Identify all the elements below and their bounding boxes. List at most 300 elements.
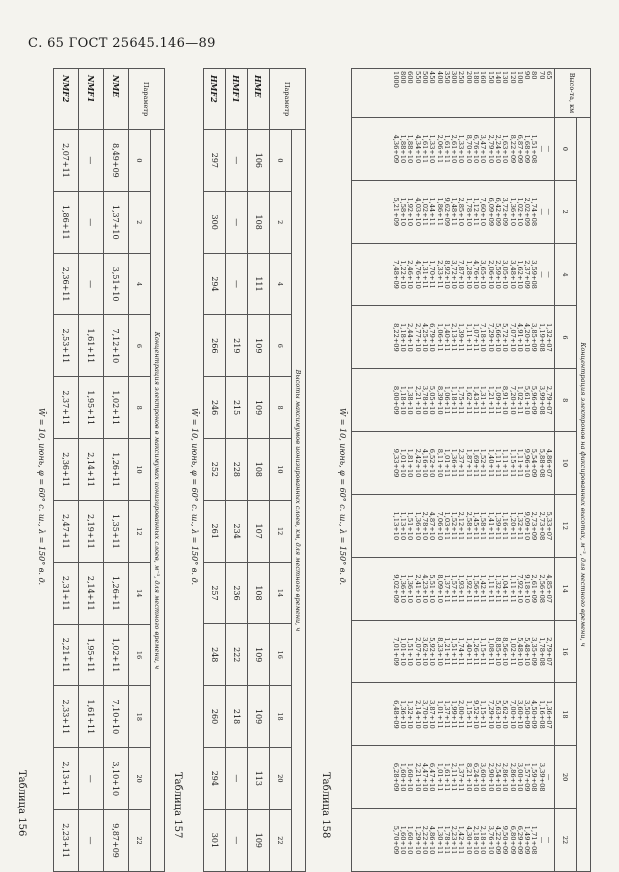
value-cell: 1,11+11 <box>508 574 517 604</box>
value-cell: 1,06+11 <box>442 385 451 415</box>
value-cell: 222 <box>226 624 248 686</box>
value-cell: 6,42+09 <box>493 197 502 227</box>
value-cell: 1,61+11 <box>79 315 104 377</box>
hour-cell: 6 <box>555 306 577 369</box>
value-cell: 1,01+11 <box>442 448 451 478</box>
value-cell: 1,12+11 <box>472 197 481 227</box>
value-cell: 1,38+10 <box>406 385 415 415</box>
value-cell: 1,95+11 <box>79 624 104 686</box>
value-cell: 2,79+07 <box>545 637 553 666</box>
hour-cell: 2 <box>129 191 151 253</box>
value-cell: — <box>537 145 546 153</box>
value-cell: 108 <box>248 191 270 253</box>
value-cell: 4,16+10 <box>420 448 429 478</box>
value-cell: 6,28+09 <box>391 762 400 792</box>
hour-cell: 2 <box>270 191 292 253</box>
value-cell: 8,56+10 <box>501 637 510 666</box>
value-cell: 294 <box>204 747 226 809</box>
value-cell: 300 <box>204 191 226 253</box>
value-cell: 2,07+11 <box>54 130 79 192</box>
value-cell: 2,06+10 <box>486 260 495 289</box>
value-cell: 3,50+09 <box>523 700 532 729</box>
table-row <box>248 69 270 872</box>
value-cell: 246 <box>204 377 226 439</box>
value-cell: 1,40+11 <box>464 637 473 666</box>
value-cell: 1,68+09 <box>523 134 532 164</box>
value-cell: 236 <box>226 562 248 624</box>
row-label-nme: NME <box>104 69 129 130</box>
hour-column-12 <box>352 494 555 557</box>
value-cell: 7,00+10 <box>508 700 517 729</box>
value-cell: 1,61+11 <box>442 762 451 792</box>
value-cell: 5,72+10 <box>501 323 510 352</box>
value-cell: 1,51+11 <box>450 637 459 666</box>
value-cell: 5,62+10 <box>501 700 510 729</box>
hour-cell: 8 <box>129 377 151 439</box>
value-cell: 1,61+11 <box>442 134 451 164</box>
value-cell: 1,69+11 <box>472 448 481 478</box>
value-cell: 1,36+10 <box>399 574 408 604</box>
hour-column-6 <box>352 306 555 369</box>
hour-cell: 10 <box>129 439 151 501</box>
value-cell: 4,30+10 <box>464 825 473 855</box>
value-cell: 1,52+11 <box>479 448 488 478</box>
value-cell: 4,36+09 <box>391 134 400 164</box>
value-cell: 9,50+09 <box>501 825 510 855</box>
table-row <box>79 69 104 872</box>
value-cell: 8,91+10 <box>501 385 510 415</box>
value-cell: 234 <box>226 500 248 562</box>
value-cell: 4,86+10 <box>428 825 437 855</box>
value-cell: 3,76+10 <box>486 825 495 855</box>
value-cell: 106 <box>248 130 270 192</box>
value-cell: 2,13+11 <box>450 323 459 352</box>
value-cell: 1,32+10 <box>406 700 415 729</box>
row-label-hmf1: HMF1 <box>226 69 248 130</box>
value-cell: 1,37+11 <box>442 574 451 604</box>
value-cell: 4,91+10 <box>515 323 524 352</box>
value-cell: 3,59+08 <box>530 260 539 289</box>
altitude-value: 65 <box>545 71 553 80</box>
value-cell: 4,47+10 <box>420 762 429 792</box>
hour-column-18 <box>352 683 555 746</box>
value-cell: 1,88+10 <box>399 134 408 164</box>
table-157-span-header: Высоты максимумов ионизированных слоев, км, для местного времени, ч <box>292 130 306 872</box>
value-cell: 2,23+11 <box>54 810 79 872</box>
value-cell: 6,87+09 <box>515 134 524 164</box>
value-cell: 6,79+10 <box>428 323 437 352</box>
value-cell: 1,04+11 <box>501 574 510 604</box>
value-cell: 3,60+10 <box>515 700 524 729</box>
value-cell: 2,86+10 <box>501 762 510 792</box>
value-cell: 6,29+09 <box>515 825 524 855</box>
value-cell: 215 <box>226 377 248 439</box>
value-cell: 5,05+10 <box>428 385 437 415</box>
value-cell: 1,32+11 <box>493 574 502 604</box>
value-cell: 3,78+10 <box>420 385 429 415</box>
altitude-value: 400 <box>435 71 444 84</box>
value-cell: 8,92+10 <box>442 260 451 289</box>
value-cell: 1,02+11 <box>104 624 129 686</box>
value-cell: 2,77+10 <box>413 323 422 352</box>
hour-cell: 0 <box>129 130 151 192</box>
value-cell: 2,44+10 <box>406 323 415 352</box>
value-cell: 2,06+11 <box>435 134 444 164</box>
value-cell: 107 <box>248 500 270 562</box>
value-cell: 1,15+11 <box>464 700 473 729</box>
value-cell: 4,22+09 <box>493 825 502 855</box>
value-cell: — <box>545 145 553 153</box>
table-156 <box>53 68 165 872</box>
value-cell: 6,48+09 <box>391 700 400 729</box>
hour-cell: 8 <box>555 369 577 432</box>
value-cell: 9,87+09 <box>104 810 129 872</box>
altitude-value: 450 <box>428 71 437 84</box>
table-157-subtitle: W̄ = 10, июнь, φ = 60° с. ш., λ = 150° в. д. <box>190 408 199 586</box>
value-cell: 1,88+10 <box>406 134 415 164</box>
value-cell: 2,53+11 <box>54 315 79 377</box>
table-row <box>54 69 79 872</box>
altitude-value: 90 <box>523 71 532 80</box>
value-cell: 3,35+09 <box>530 637 539 666</box>
value-cell: 218 <box>226 686 248 748</box>
value-cell: 7,48+09 <box>391 260 400 289</box>
value-cell: 2,36+11 <box>54 439 79 501</box>
value-cell: 1,02+11 <box>515 385 524 415</box>
value-cell: 5,48+10 <box>523 637 532 666</box>
value-cell: 2,61+09 <box>530 574 539 604</box>
value-cell: 8,21+10 <box>464 762 473 792</box>
value-cell: 2,61+10 <box>450 134 459 164</box>
altitude-value: 800 <box>399 71 408 84</box>
value-cell: 8,70+10 <box>464 134 473 164</box>
value-cell: 2,13+11 <box>54 748 79 810</box>
value-cell: 1,57+11 <box>450 574 459 604</box>
value-cell: 2,59+10 <box>493 260 502 289</box>
hour-cell: 4 <box>555 243 577 306</box>
value-cell: 5,70+09 <box>391 825 400 855</box>
page-header: С. 65 ГОСТ 25645.146—89 <box>28 36 216 51</box>
value-cell: 9,09+10 <box>523 511 532 541</box>
value-cell: 1,41+11 <box>486 511 495 541</box>
hour-cell: 6 <box>270 315 292 377</box>
value-cell: 108 <box>248 562 270 624</box>
value-cell: 1,51+10 <box>406 511 415 541</box>
hour-cell: 12 <box>129 500 151 562</box>
hour-cell: 16 <box>129 624 151 686</box>
value-cell: 1,99+11 <box>450 700 459 729</box>
value-cell: 5,33+07 <box>545 511 553 541</box>
value-cell: 1,58+11 <box>479 511 488 541</box>
altitude-value: 70 <box>537 71 546 80</box>
value-cell: 1,52+11 <box>450 511 459 541</box>
value-cell: 109 <box>248 377 270 439</box>
value-cell: 109 <box>248 686 270 748</box>
hour-cell: 14 <box>555 557 577 620</box>
value-cell: 3,47+10 <box>479 134 488 164</box>
altitude-value: 500 <box>420 71 429 84</box>
value-cell: 228 <box>226 438 248 500</box>
hour-cell: 6 <box>129 315 151 377</box>
value-cell: 2,47+11 <box>54 500 79 562</box>
value-cell: 4,50+09 <box>530 700 539 729</box>
altitude-value: 350 <box>442 71 451 84</box>
value-cell: 2,02+09 <box>523 197 532 227</box>
value-cell: 2,21+10 <box>413 385 422 415</box>
value-cell: 1,01+10 <box>399 448 408 478</box>
value-cell: 1,59+08 <box>530 762 539 792</box>
hour-cell: 4 <box>270 253 292 315</box>
value-cell: 3,87+10 <box>428 700 437 729</box>
value-cell: 3,72+10 <box>450 260 459 289</box>
value-cell: 7,06+10 <box>435 511 444 541</box>
value-cell: 1,11+11 <box>493 448 502 478</box>
value-cell: 2,12+11 <box>457 511 466 541</box>
value-cell: 5,48+10 <box>515 637 524 666</box>
value-cell: 1,51+10 <box>406 637 415 666</box>
value-cell: 1,60+10 <box>406 762 415 792</box>
value-cell: 1,30+11 <box>435 825 444 855</box>
value-cell: 4,03+10 <box>413 197 422 227</box>
value-cell: 2,78+10 <box>420 511 429 541</box>
hour-cell: 18 <box>555 683 577 746</box>
value-cell: 108 <box>248 438 270 500</box>
value-cell: 1,06+11 <box>435 323 444 352</box>
value-cell: — <box>545 208 553 216</box>
value-cell: 1,21+11 <box>486 385 495 415</box>
altitude-value: 1000 <box>391 71 400 88</box>
hour-column-22 <box>352 809 555 872</box>
table-158-subtitle: W̄ = 10, июнь, φ = 60° с. ш., λ = 150° в. д. <box>338 408 347 586</box>
value-cell: 1,43+11 <box>472 385 481 415</box>
value-cell: 2,85+10 <box>457 197 466 227</box>
value-cell: 1,18+10 <box>399 385 408 415</box>
value-cell: 2,33+11 <box>54 686 79 748</box>
value-cell: 252 <box>204 438 226 500</box>
value-cell: 7,10+10 <box>104 686 129 748</box>
value-cell: 2,42+10 <box>413 448 422 478</box>
altitude-value: 100 <box>515 71 524 84</box>
value-cell: 219 <box>226 315 248 377</box>
value-cell: 1,02+11 <box>104 377 129 439</box>
hour-column-20 <box>352 746 555 809</box>
value-cell: 7,01+09 <box>391 637 400 666</box>
value-cell: 1,33+10 <box>457 134 466 164</box>
value-cell: 8,33+10 <box>435 637 444 666</box>
value-cell: 3,65+10 <box>479 260 488 289</box>
value-cell: 3,99+08 <box>537 385 546 415</box>
value-cell: 1,37+11 <box>457 762 466 792</box>
value-cell: 1,26+11 <box>104 562 129 624</box>
value-cell: 2,21+11 <box>54 624 79 686</box>
value-cell: 1,42+11 <box>479 574 488 604</box>
altitude-value: 180 <box>472 71 481 84</box>
value-cell: 1,45+11 <box>472 511 481 541</box>
table-156-subtitle: W̄ = 10, июнь, φ = 60° с. ш., λ = 150° в. д. <box>37 408 46 586</box>
value-cell: 2,22+10 <box>420 825 429 855</box>
value-cell: 1,13+10 <box>391 511 400 541</box>
value-cell: 1,37+10 <box>104 191 129 253</box>
value-cell: 1,37+11 <box>442 700 451 729</box>
value-cell: 1,62+11 <box>464 385 473 415</box>
value-cell: 2,00+11 <box>457 700 466 729</box>
value-cell: 1,21+11 <box>442 637 451 666</box>
hour-cell: 20 <box>270 747 292 809</box>
value-cell: 7,12+10 <box>104 315 129 377</box>
value-cell: 4,76+10 <box>472 260 481 289</box>
hour-column-2 <box>352 180 555 243</box>
value-cell: 8,11+10 <box>435 448 444 478</box>
value-cell: — <box>545 773 553 781</box>
value-cell: 1,42+11 <box>457 825 466 855</box>
hour-cell: 22 <box>129 810 151 872</box>
value-cell: 3,05+10 <box>501 260 510 289</box>
value-cell: 2,24+10 <box>493 134 502 164</box>
value-cell: 3,10+10 <box>104 748 129 810</box>
value-cell: 1,29+10 <box>413 825 422 855</box>
hour-cell: 16 <box>555 620 577 683</box>
value-cell: 1,61+11 <box>79 686 104 748</box>
value-cell: 2,73+09 <box>530 511 539 541</box>
value-cell: 2,41+10 <box>413 574 422 604</box>
value-cell: 1,02+11 <box>420 197 429 227</box>
value-cell: 5,51+10 <box>428 574 437 604</box>
hour-cell: 18 <box>270 686 292 748</box>
value-cell: 1,75+11 <box>457 385 466 415</box>
value-cell: 6,80+09 <box>508 825 517 855</box>
value-cell: 1,03+11 <box>442 511 451 541</box>
altitude-value: 300 <box>450 71 459 84</box>
value-cell: 1,78+08 <box>537 637 546 666</box>
value-cell: 109 <box>248 624 270 686</box>
table-158 <box>351 68 591 872</box>
table-157-param-header: Параметр <box>270 69 306 130</box>
value-cell: 1,32+11 <box>515 511 524 541</box>
table-156-span-header: Концентрация электронов в максимумах ионизированных слоев, м⁻³, для местного времени, ч <box>151 130 165 872</box>
value-cell: 1,09+11 <box>493 385 502 415</box>
value-cell: — <box>79 191 104 253</box>
value-cell: 1,62+10 <box>515 260 524 289</box>
value-cell: 2,18+10 <box>479 825 488 855</box>
value-cell: 1,31+11 <box>479 385 488 415</box>
value-cell: 2,36+11 <box>54 253 79 315</box>
value-cell: 1,35+11 <box>104 500 129 562</box>
value-cell: 2,14+11 <box>79 562 104 624</box>
hour-column-10 <box>352 432 555 495</box>
value-cell: 111 <box>248 253 270 315</box>
altitude-value: 120 <box>508 71 517 84</box>
hour-cell: 10 <box>270 438 292 500</box>
value-cell: 3,00+10 <box>515 762 524 792</box>
value-cell: 9,52+10 <box>472 700 481 729</box>
value-cell: 2,90+10 <box>486 762 495 792</box>
hour-cell: 12 <box>270 500 292 562</box>
value-cell: 6,52+10 <box>428 448 437 478</box>
value-cell: 1,70+11 <box>428 260 437 289</box>
value-cell: 2,79+10 <box>486 134 495 164</box>
value-cell: 2,58+11 <box>464 511 473 541</box>
value-cell: 1,49+09 <box>523 825 532 855</box>
hour-cell: 22 <box>270 809 292 871</box>
value-cell: 1,22+10 <box>399 260 408 289</box>
value-cell: 8,09+10 <box>435 574 444 604</box>
value-cell: 1,36+10 <box>413 511 422 541</box>
value-cell: — <box>226 130 248 192</box>
value-cell: 1,57+09 <box>523 762 532 792</box>
value-cell: 3,51+10 <box>104 253 129 315</box>
hour-column-8 <box>352 369 555 432</box>
value-cell: 2,14+11 <box>79 439 104 501</box>
value-cell: 1,95+11 <box>79 377 104 439</box>
row-label-nmf2: NMF2 <box>54 69 79 130</box>
value-cell: 7,60+10 <box>479 197 488 227</box>
value-cell: 1,92+10 <box>406 197 415 227</box>
row-label-hmf2: HMF2 <box>204 69 226 130</box>
value-cell: 1,26+11 <box>104 439 129 501</box>
value-cell: 1,92+11 <box>464 574 473 604</box>
value-cell: 4,23+10 <box>420 574 429 604</box>
row-label-hme: HME <box>248 69 270 130</box>
hour-column-4 <box>352 243 555 306</box>
value-cell: 1,86+11 <box>435 197 444 227</box>
value-cell: 7,18+10 <box>479 323 488 352</box>
table-row <box>226 69 248 872</box>
value-cell: 1,39+11 <box>493 511 502 541</box>
table-158-span-header: Концентрация электронов на фиксированных высотах, м⁻³, для местного времени, ч <box>577 118 591 872</box>
value-cell: 2,19+11 <box>79 500 104 562</box>
value-cell: — <box>537 271 546 278</box>
value-cell: 1,51+08 <box>530 134 539 164</box>
value-cell: 2,79+07 <box>545 385 553 415</box>
value-cell: 1,44+11 <box>428 197 437 227</box>
value-cell: 4,20+10 <box>523 323 532 352</box>
value-cell: 1,02+11 <box>508 637 517 666</box>
value-cell: 6,24+10 <box>472 762 481 792</box>
value-cell: 1,31+11 <box>420 260 429 289</box>
value-cell: 1,15+11 <box>508 448 517 478</box>
value-cell: 1,11+11 <box>486 574 495 604</box>
value-cell: 4,85+07 <box>545 574 553 604</box>
hour-cell: 14 <box>129 562 151 624</box>
hour-column-14 <box>352 557 555 620</box>
value-cell: 1,16+08 <box>537 700 546 729</box>
value-cell: 8,22+09 <box>391 323 400 352</box>
value-cell: 9,33+09 <box>391 448 400 478</box>
value-cell: 2,37+11 <box>457 448 466 478</box>
value-cell: 1,32+07 <box>545 323 553 352</box>
value-cell: 7,07+10 <box>508 323 517 352</box>
altitude-value: 200 <box>464 71 473 84</box>
value-cell: 2,14+10 <box>413 700 422 729</box>
value-cell: 260 <box>204 686 226 748</box>
value-cell: 6,76+10 <box>472 134 481 164</box>
value-cell: 3,70+10 <box>420 700 429 729</box>
value-cell: 266 <box>204 315 226 377</box>
value-cell: 9,96+10 <box>523 448 532 478</box>
value-cell: 7,20+10 <box>508 385 517 415</box>
hour-cell: 4 <box>129 253 151 315</box>
value-cell: 1,07+11 <box>472 323 481 352</box>
value-cell: — <box>79 130 104 192</box>
value-cell: 1,36+11 <box>450 448 459 478</box>
value-cell: 1,93+11 <box>457 574 466 604</box>
value-cell: 3,60+10 <box>479 762 488 792</box>
value-cell: 301 <box>204 809 226 871</box>
table-156-label: Таблица 156 <box>16 770 27 837</box>
value-cell: 2,86+10 <box>508 762 517 792</box>
value-cell: 8,85+10 <box>493 637 502 666</box>
value-cell: 2,54+10 <box>493 762 502 792</box>
